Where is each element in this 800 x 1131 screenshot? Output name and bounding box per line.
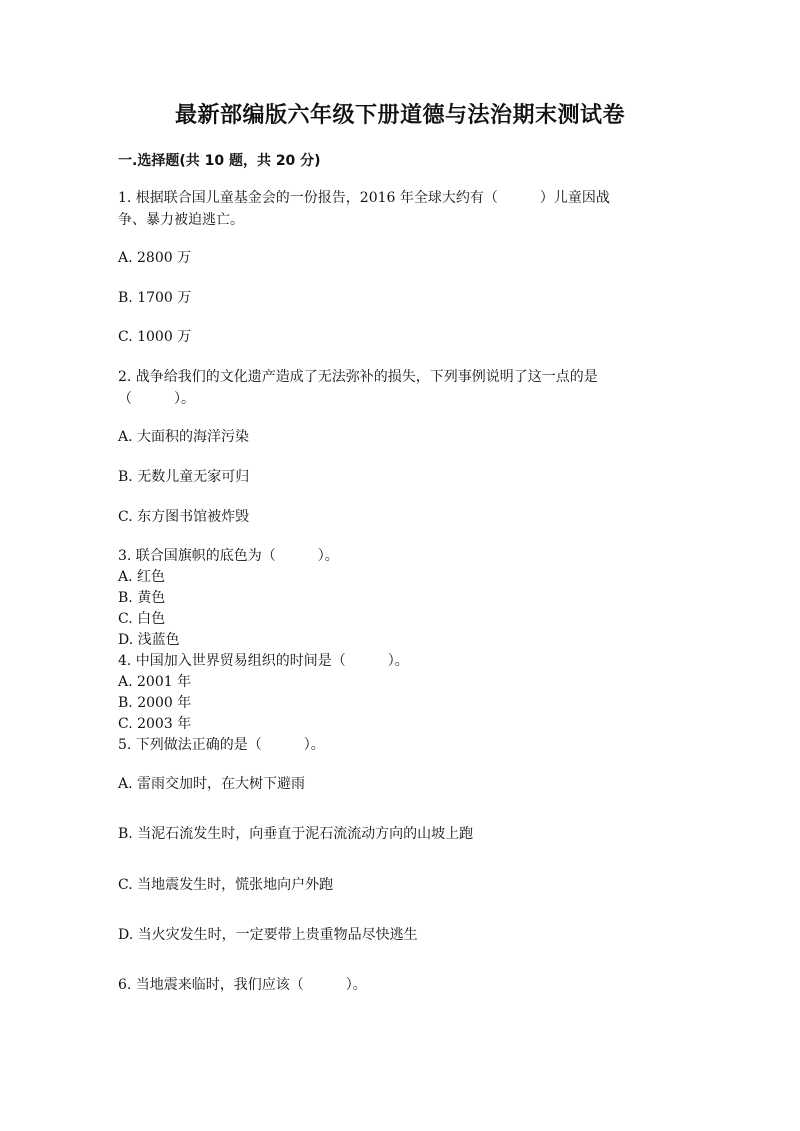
question-5-option-c: C. 当地震发生时，慌张地向户外跑 (118, 877, 334, 893)
question-1-stem-line1: 1. 根据联合国儿童基金会的一份报告，2016 年全球大约有（ ）儿童因战 (118, 190, 610, 206)
question-5-stem: 5. 下列做法正确的是（ ）。 (118, 737, 325, 753)
section-heading: 一.选择题(共 10 题，共 20 分) (118, 153, 321, 169)
question-3-option-a: A. 红色 (118, 569, 166, 585)
question-3-stem: 3. 联合国旗帜的底色为（ ）。 (118, 548, 339, 564)
question-3-option-d: D. 浅蓝色 (118, 632, 180, 648)
question-4-option-c: C. 2003 年 (118, 716, 192, 732)
question-6-stem: 6. 当地震来临时，我们应该（ ）。 (118, 977, 367, 993)
question-2-option-b: B. 无数儿童无家可归 (118, 469, 250, 485)
question-1-option-c: C. 1000 万 (118, 329, 192, 345)
question-1-option-b: B. 1700 万 (118, 290, 192, 306)
question-4-option-b: B. 2000 年 (118, 695, 192, 711)
question-1-stem-line2: 争、暴力被迫逃亡。 (118, 212, 244, 228)
question-4-option-a: A. 2001 年 (118, 674, 192, 690)
page-title: 最新部编版六年级下册道德与法治期末测试卷 (174, 103, 625, 128)
question-2-stem-line1: 2. 战争给我们的文化遗产造成了无法弥补的损失，下列事例说明了这一点的是 (118, 369, 598, 385)
question-1-option-a: A. 2800 万 (118, 250, 192, 266)
question-2-option-a: A. 大面积的海洋污染 (118, 429, 250, 445)
question-5-option-b: B. 当泥石流发生时，向垂直于泥石流流动方向的山坡上跑 (118, 826, 474, 842)
question-2-stem-line2: （ ）。 (118, 391, 195, 407)
question-2-option-c: C. 东方图书馆被炸毁 (118, 509, 250, 525)
question-3-option-b: B. 黄色 (118, 590, 166, 606)
question-4-stem: 4. 中国加入世界贸易组织的时间是（ ）。 (118, 653, 409, 669)
question-3-option-c: C. 白色 (118, 611, 166, 627)
question-5-option-a: A. 雷雨交加时，在大树下避雨 (118, 776, 306, 792)
question-5-option-d: D. 当火灾发生时，一定要带上贵重物品尽快逃生 (118, 927, 418, 943)
